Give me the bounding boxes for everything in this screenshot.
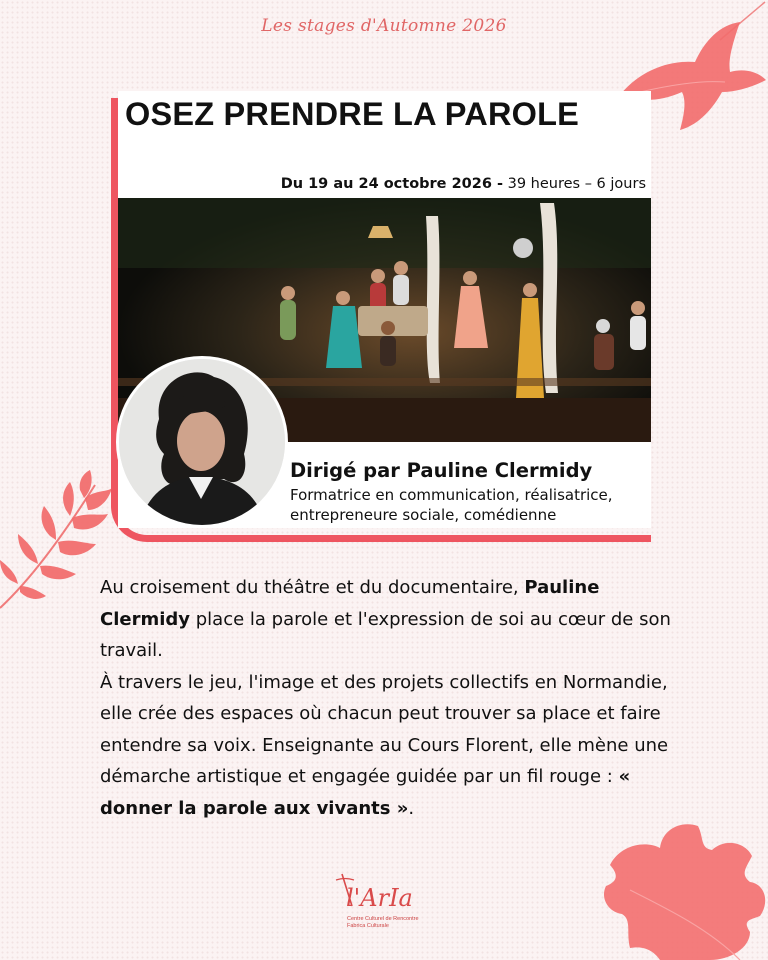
event-duration: 39 heures – 6 jours bbox=[507, 176, 646, 192]
fern-leaf-icon bbox=[0, 470, 115, 610]
event-description bbox=[100, 572, 680, 824]
logo-subtitle-line: Fabrica Culturale bbox=[347, 923, 389, 929]
description-paragraph bbox=[100, 572, 680, 667]
event-title: OSEZ PRENDRE LA PAROLE bbox=[125, 96, 580, 132]
description-text: . bbox=[408, 797, 415, 819]
logo-subtitle bbox=[347, 916, 419, 930]
director-description-line: entrepreneure sociale, comédienne bbox=[290, 506, 557, 524]
logo-text: l'ArIa bbox=[346, 884, 413, 912]
description-emphasis: « donner la parole aux vivants » bbox=[100, 766, 631, 819]
director-description bbox=[290, 485, 650, 525]
event-dates bbox=[270, 176, 646, 192]
description-emphasis: Pauline Clermidy bbox=[100, 577, 600, 630]
event-series-title: Les stages d'Automne 2026 bbox=[261, 16, 507, 36]
description-paragraph bbox=[100, 667, 680, 825]
logo-subtitle-line: Centre Culturel de Rencontre bbox=[347, 916, 419, 922]
oak-leaf-icon bbox=[600, 820, 768, 960]
avatar bbox=[116, 356, 288, 528]
description-text: place la parole et l'expression de soi au cœur de son travail. bbox=[100, 608, 671, 661]
description-text: À travers le jeu, l'image et des projets collectifs en Normandie, elle crée des espaces où chacun peut trouver sa place et faire entendre sa voix. Enseignante au Cours Florent, elle mène une démarche artistique et engagée guidée par un fil rouge : bbox=[100, 671, 669, 787]
event-dates-range: Du 19 au 24 octobre 2026 - bbox=[280, 176, 503, 192]
description-text: Au croisement du théâtre et du documentaire, bbox=[100, 577, 525, 598]
director-description-line: Formatrice en communication, réalisatrice, bbox=[290, 486, 613, 504]
director-name: Dirigé par Pauline Clermidy bbox=[290, 459, 593, 482]
